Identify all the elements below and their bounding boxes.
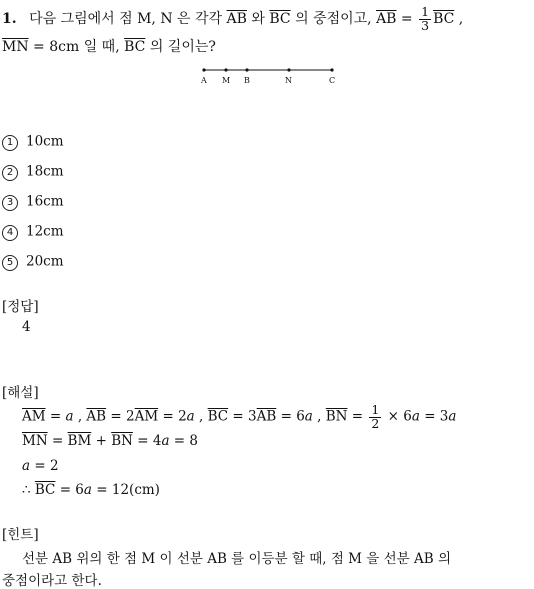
e4-t2: = 12(cm) [96,482,160,498]
equals: = [400,11,413,27]
segment-bc: $\overline{BC}$ [269,11,291,27]
e4-a: a [83,482,92,498]
option-text-3: 16cm [26,193,64,210]
point-b-label: B [244,76,250,85]
question-line-1 [2,6,463,32]
explanation-line-1 [22,404,456,430]
e1-a1: a [65,408,74,425]
e1-a4: a [411,408,420,425]
therefore-symbol: ∴ [22,482,31,498]
fraction-one-third [419,6,431,32]
option-text-2: 18cm [26,163,64,180]
e1-t3: = 2 [162,408,187,425]
option-text-4: 12cm [26,223,64,240]
e1-sep2: , [194,408,208,425]
half-den: 2 [371,415,380,431]
explanation-line-2 [22,433,198,449]
question-line-2 [2,36,216,56]
point-b-dot [245,68,248,71]
option-marker-2: 2 [2,165,18,181]
half-num: 1 [371,402,380,417]
e1-t6: = [351,408,364,425]
point-n-dot [287,68,290,71]
option-2[interactable] [2,163,64,181]
seg-am-2: $\overline{AM}$ [134,408,159,425]
e1-t7: × 6 [387,408,412,425]
option-1[interactable] [2,133,64,151]
option-text-5: 20cm [26,253,64,270]
comma: , [458,11,464,27]
option-4[interactable] [2,223,64,241]
e2-t2: + [95,433,107,449]
e1-a2: a [186,408,195,425]
segment-ab-2: $\overline{AB}$ [376,11,397,27]
answer-label: [정답] [2,299,39,315]
question-text-3: = 8cm 일 때, [33,39,120,55]
point-a-label: A [201,76,207,85]
explanation-line-3 [22,458,59,474]
question-text-2: 의 중점이고, [295,11,372,27]
seg-bn-e2: $\overline{BN}$ [111,433,133,449]
e2-t3: = 4 [137,433,162,449]
e1-a5: a [448,408,457,425]
e2-t1: = [51,433,64,449]
e1-sep3: , [312,408,326,425]
segment-bc-2: $\overline{BC}$ [433,11,455,27]
question-text-4: 의 길이는? [149,39,216,55]
option-marker-3: 3 [2,195,18,211]
option-marker-5: 5 [2,255,18,271]
option-marker-1: 1 [2,135,18,151]
e1-t5: = 6 [280,408,305,425]
segment-ab: $\overline{AB}$ [226,11,247,27]
seg-bc-e2: $\overline{BC}$ [34,482,56,498]
question-number: 1. [2,11,17,27]
question-text-1: 다음 그림에서 점 M, N 은 각각 [29,11,223,27]
option-marker-4: 4 [2,225,18,241]
hint-line-1: 선분 AB 위의 한 점 M 이 선분 AB 를 이등분 할 때, 점 M 을 선분 AB 의 [22,551,452,567]
e4-t1: = 6 [59,482,84,498]
point-m-dot [224,68,227,71]
fraction-one-half [369,404,381,430]
e1-t2: = 2 [110,408,135,425]
point-c-label: C [329,76,336,85]
e3-t: = 2 [34,458,59,474]
point-m-label: M [222,76,231,85]
point-c-dot [330,68,333,71]
e1-t4: = 3 [232,408,257,425]
seg-bm-e: $\overline{BM}$ [67,433,92,449]
explanation-line-4 [22,482,160,498]
seg-bn-e: $\overline{BN}$ [325,408,348,425]
frac-den: 3 [421,17,430,33]
e3-a: a [22,458,31,474]
explanation-label: [해설] [2,385,39,401]
seg-mn-e: $\overline{MN}$ [22,433,48,449]
point-a-dot [202,68,205,71]
e1-t8: = 3 [424,408,449,425]
segment-figure [196,64,341,88]
point-n-label: N [285,76,292,85]
e1-sep1: , [73,408,87,425]
e1-a3: a [304,408,313,425]
hint-label: [힌트] [2,527,39,543]
e1-t1: = [49,408,66,425]
question-conn: 와 [251,11,265,27]
segment-bc-3: $\overline{BC}$ [124,39,146,55]
option-5[interactable] [2,253,64,271]
hint-line-2: 중점이라고 한다. [2,573,102,589]
e2-t4: = 8 [173,433,198,449]
segment-mn: $\overline{MN}$ [2,39,29,55]
seg-ab-e2: $\overline{AB}$ [256,408,277,425]
option-text-1: 10cm [26,133,64,150]
seg-am: $\overline{AM}$ [22,408,46,425]
seg-bc-e: $\overline{BC}$ [207,408,229,425]
option-3[interactable] [2,193,64,211]
seg-ab-e: $\overline{AB}$ [86,408,107,425]
frac-num: 1 [421,4,430,19]
e2-a1: a [161,433,170,449]
answer-value: 4 [22,319,31,335]
